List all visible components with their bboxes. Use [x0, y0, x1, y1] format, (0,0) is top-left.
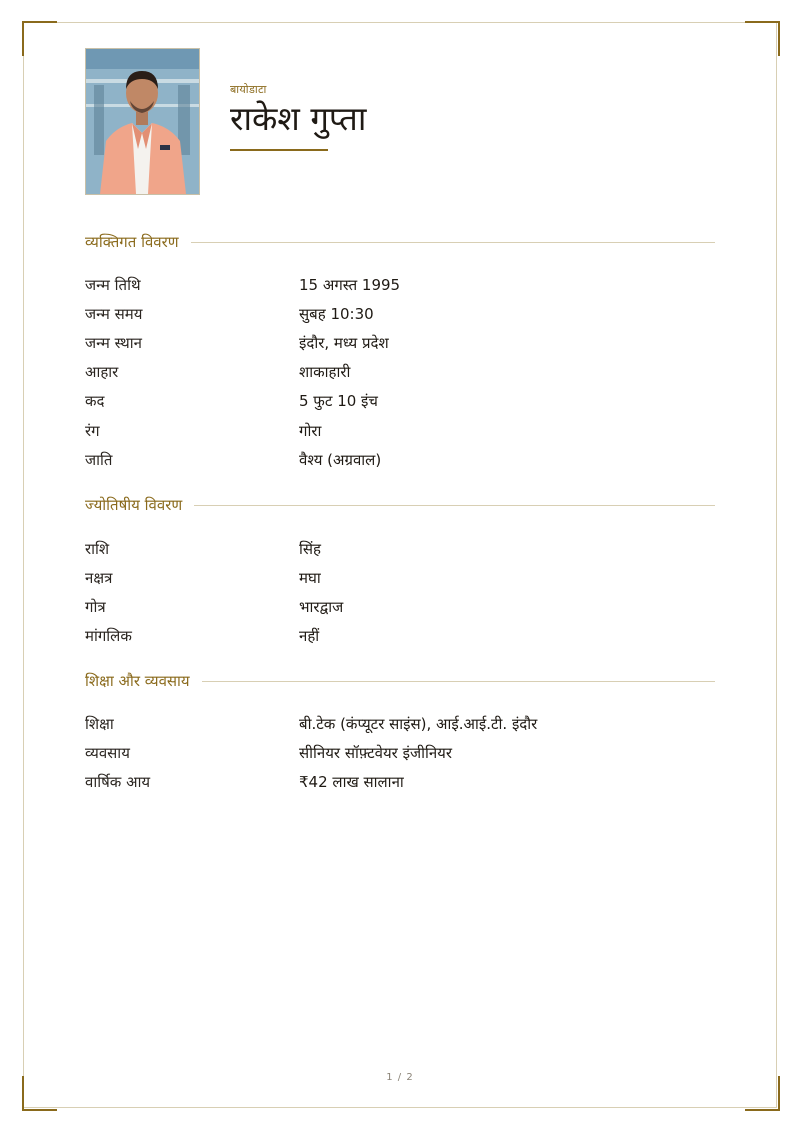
detail-row — [85, 622, 715, 651]
detail-row — [85, 387, 715, 416]
detail-value: मघा — [299, 568, 321, 587]
detail-row — [85, 534, 715, 563]
detail-row — [85, 299, 715, 328]
detail-row — [85, 592, 715, 621]
section-header-astrology — [85, 495, 715, 515]
detail-value: नहीं — [299, 627, 320, 646]
section-title: शिक्षा और व्यवसाय — [85, 672, 190, 690]
section-divider — [194, 505, 715, 506]
detail-row — [85, 767, 715, 796]
detail-value: 5 फुट 10 इंच — [299, 392, 378, 411]
detail-row — [85, 416, 715, 445]
section-header-personal — [85, 232, 715, 252]
personal-details-list — [85, 270, 715, 474]
detail-value: वैश्य (अग्रवाल) — [299, 450, 382, 469]
detail-value: इंदौर, मध्य प्रदेश — [299, 333, 389, 352]
corner-ornament-top-right — [745, 21, 780, 56]
detail-label: नक्षत्र — [85, 568, 113, 587]
detail-value: ₹42 लाख सालाना — [299, 772, 404, 791]
detail-value: सिंह — [299, 539, 321, 558]
person-name: राकेश गुप्ता — [230, 99, 367, 138]
section-header-education — [85, 671, 715, 691]
detail-row — [85, 563, 715, 592]
detail-value: सुबह 10:30 — [299, 304, 374, 323]
name-underline — [230, 149, 328, 151]
detail-value: भारद्वाज — [299, 597, 344, 616]
detail-label: आहार — [85, 363, 119, 382]
detail-value: 15 अगस्त 1995 — [299, 275, 401, 294]
detail-label: कद — [85, 392, 105, 411]
detail-label: जाति — [85, 450, 113, 469]
document-type-label: बायोडाटा — [230, 83, 267, 96]
detail-label: वार्षिक आय — [85, 772, 151, 791]
section-title: व्यक्तिगत विवरण — [85, 233, 179, 251]
corner-ornament-top-left — [22, 21, 57, 56]
detail-label: शिक्षा — [85, 714, 114, 733]
detail-row — [85, 738, 715, 767]
portrait-image — [86, 49, 199, 194]
detail-label: राशि — [85, 539, 110, 558]
detail-value: शाकाहारी — [299, 363, 351, 382]
detail-value: सीनियर सॉफ़्टवेयर इंजीनियर — [299, 743, 453, 762]
detail-value: बी.टेक (कंप्यूटर साइंस), आई.आई.टी. इंदौर — [299, 714, 538, 733]
section-divider — [191, 242, 715, 243]
profile-photo — [85, 48, 200, 195]
detail-label: रंग — [85, 421, 100, 440]
detail-row — [85, 328, 715, 357]
detail-label: गोत्र — [85, 597, 106, 616]
detail-label: जन्म समय — [85, 304, 143, 323]
detail-row — [85, 270, 715, 299]
detail-value: गोरा — [299, 421, 322, 440]
detail-row — [85, 445, 715, 474]
detail-label: मांगलिक — [85, 627, 132, 646]
section-title: ज्योतिषीय विवरण — [85, 496, 183, 514]
detail-label: जन्म स्थान — [85, 333, 142, 352]
astrology-details-list — [85, 534, 715, 651]
education-details-list — [85, 709, 715, 797]
detail-label: जन्म तिथि — [85, 275, 141, 294]
header — [230, 82, 366, 151]
page-number: 1 / 2 — [386, 1072, 414, 1083]
detail-row — [85, 358, 715, 387]
section-divider — [202, 681, 715, 682]
detail-row — [85, 709, 715, 738]
detail-label: व्यवसाय — [85, 743, 130, 762]
